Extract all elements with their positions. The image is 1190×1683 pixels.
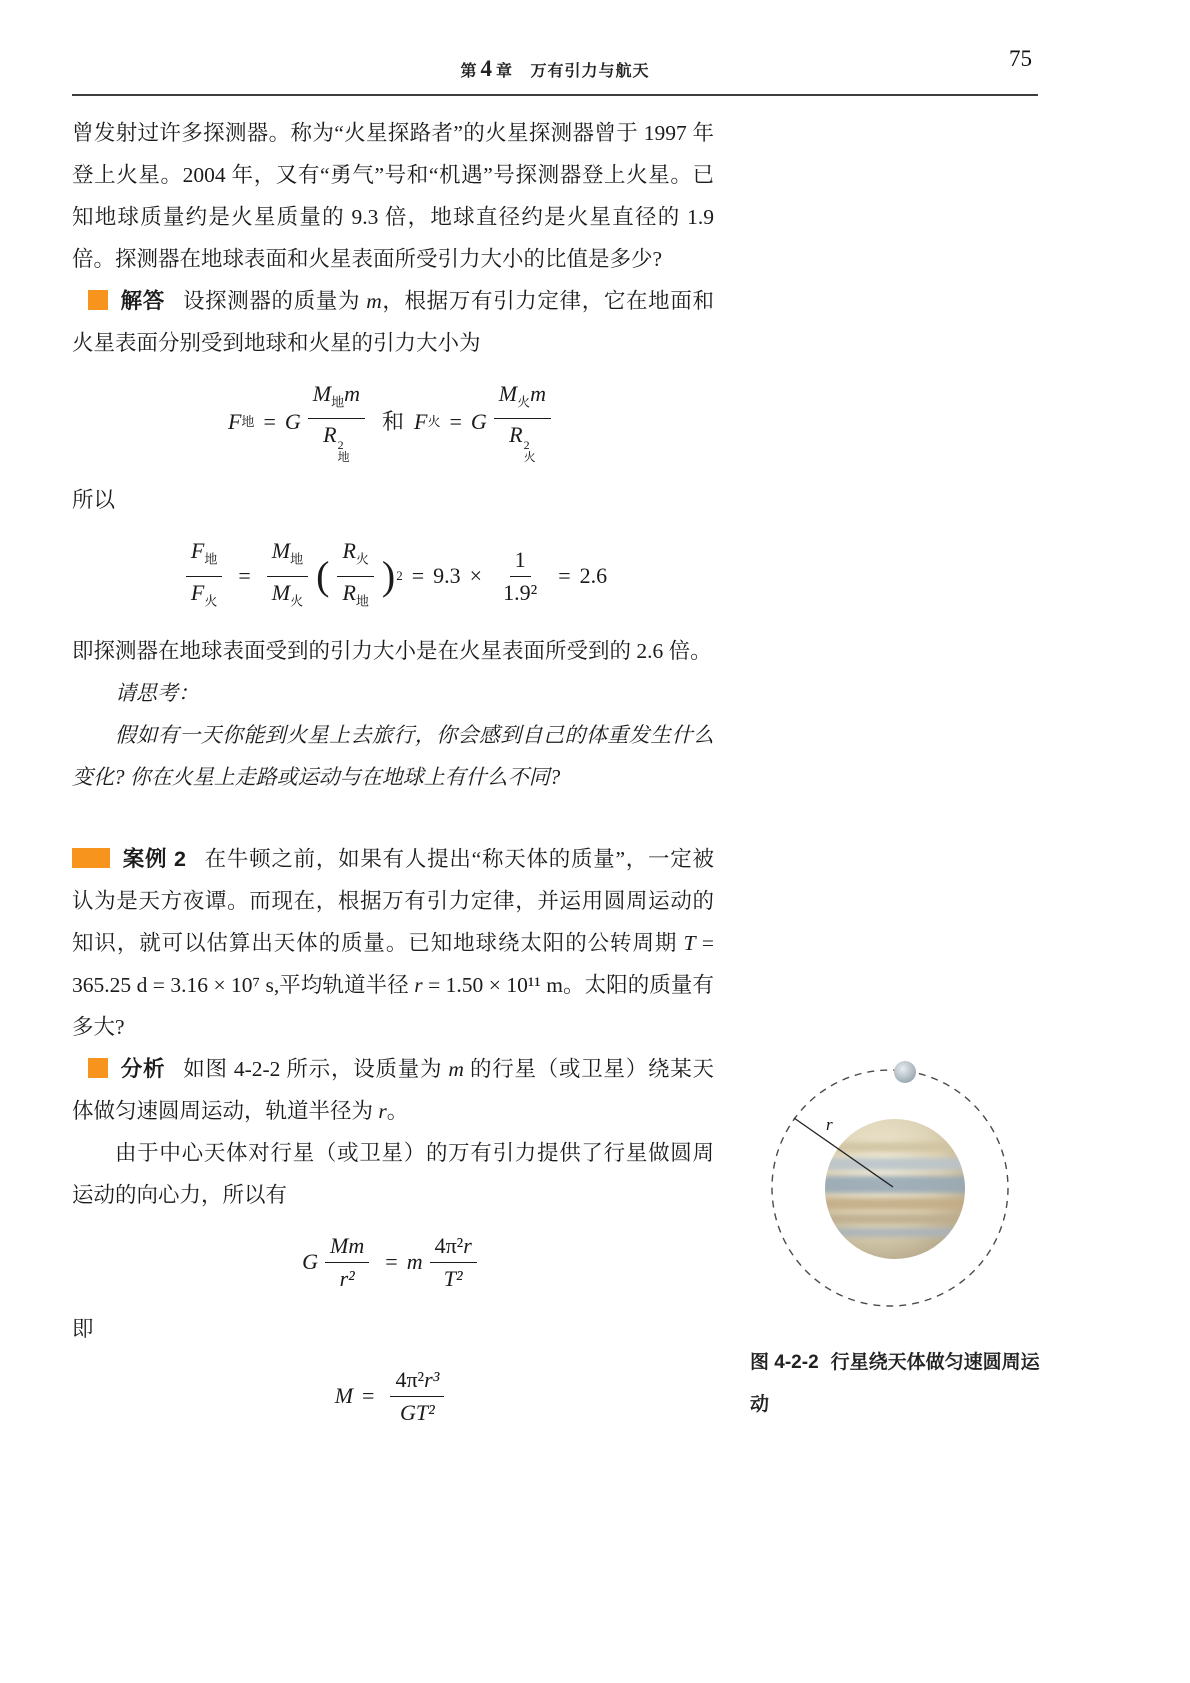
- chapter-label: [460, 56, 514, 81]
- math-var-m: m: [344, 381, 360, 406]
- fraction: [267, 537, 308, 614]
- numerator-4pi2: 4π²: [395, 1367, 425, 1393]
- stacked-scripts: [524, 439, 536, 463]
- math-var-r: r: [463, 1233, 472, 1259]
- math-sub-mars: 火: [517, 394, 531, 410]
- math-sub-earth: 地: [204, 551, 218, 567]
- soyi-line: [72, 479, 714, 521]
- numerator-4pi2: 4π²: [434, 1233, 464, 1259]
- intro-paragraph: [72, 112, 714, 280]
- and-connector: 和: [381, 408, 404, 434]
- case2-text: = 365.25 d = 3.16 × 10⁷ s,平均轨道半径: [72, 931, 714, 998]
- denominator-r2: r²: [339, 1266, 355, 1292]
- equals-sign: =: [558, 563, 571, 589]
- math-var-F: F: [227, 408, 242, 434]
- case2-text: = 1.50 × 10¹¹ m。太阳的质量有多大?: [72, 973, 714, 1040]
- denominator-GT2: GT²: [400, 1400, 435, 1426]
- math-var-F: F: [190, 579, 205, 605]
- math-var-r: r: [414, 973, 423, 998]
- math-sub-mars: 火: [523, 450, 536, 465]
- math-sup-2: 2: [396, 567, 403, 583]
- chapter-number: 4: [480, 56, 494, 81]
- satellite-moon: [894, 1061, 916, 1083]
- orange-square-marker: [88, 290, 108, 310]
- analysis-text: 的行星（或卫星）绕某天体做匀速圆周运动，轨道半径为: [72, 1057, 714, 1124]
- math-var-M: M: [271, 579, 291, 605]
- orange-rect-marker: [72, 848, 110, 868]
- result-2-6: 2.6: [579, 563, 608, 589]
- math-var-m: m: [530, 381, 547, 406]
- think-label-line: [72, 672, 714, 714]
- math-sub-earth: 地: [241, 413, 255, 429]
- math-var-R: R: [342, 538, 356, 564]
- stacked-scripts: [338, 439, 350, 463]
- formula-gravity-forces: [72, 380, 714, 463]
- math-var-m: m: [366, 289, 382, 313]
- equals-sign: =: [362, 1383, 375, 1409]
- equals-sign: =: [238, 563, 251, 589]
- figure-4-2-2: [750, 1056, 1052, 1426]
- because-text: 由于中心天体对行星（或卫星）的万有引力提供了行星做圆周运动的向心力，所以有: [72, 1141, 714, 1208]
- case2-text: 在牛顿之前，如果有人提出“称天体的质量”，一定被认为是天方夜谭。而现在，根据万有引力定律，并运用圆周运动的知识，就可以估算出天体的质量。已知地球绕太阳的公转周期: [72, 847, 714, 956]
- analysis-label: 分析: [120, 1057, 166, 1082]
- math-var-m: m: [448, 1057, 464, 1082]
- math-sub-mars: 火: [290, 593, 304, 609]
- solution-text: 设探测器的质量为: [182, 289, 367, 313]
- math-var-G: G: [470, 408, 487, 434]
- formula-newton-centripetal: [72, 1232, 714, 1292]
- conclusion-text: 即探测器在地球表面受到的引力大小是在火星表面所受到的 2.6 倍。: [72, 639, 712, 664]
- math-var-R: R: [509, 422, 523, 448]
- numerator-one: 1: [510, 546, 531, 577]
- math-var-M: M: [334, 1383, 354, 1409]
- fraction: [390, 1366, 444, 1426]
- ji-line: [72, 1308, 714, 1350]
- orbit-diagram: [750, 1056, 1052, 1321]
- figure-caption-text: 行星绕天体做匀速圆周运动: [750, 1352, 1040, 1415]
- equals-sign: =: [385, 1249, 398, 1275]
- math-sub-earth: 地: [337, 450, 350, 465]
- numerator-Mm: Mm: [325, 1232, 369, 1263]
- equals-sign: =: [411, 563, 425, 589]
- math-var-M: M: [271, 538, 291, 564]
- chapter-label-post: 章: [496, 63, 514, 80]
- value-9-3: 9.3: [433, 563, 461, 589]
- math-var-G: G: [284, 408, 301, 434]
- soyi-text: 所以: [72, 488, 116, 513]
- math-var-r: r: [378, 1099, 387, 1124]
- analysis-text: 如图 4-2-2 所示，设质量为: [183, 1057, 449, 1082]
- left-paren: (: [316, 552, 330, 598]
- radius-label: r: [826, 1115, 833, 1134]
- math-var-F: F: [414, 408, 428, 434]
- formula-force-ratio: [72, 537, 714, 614]
- equals-sign: =: [449, 408, 462, 434]
- denominator-T2: T²: [443, 1266, 463, 1292]
- because-paragraph: [72, 1132, 714, 1216]
- fraction: [430, 1232, 477, 1292]
- math-var-M: M: [312, 381, 332, 406]
- analysis-text: 。: [386, 1099, 409, 1124]
- math-sup-2: 2: [337, 438, 344, 453]
- page-number: 75: [1009, 46, 1032, 71]
- math-var-G: G: [302, 1249, 319, 1275]
- solution-paragraph: [72, 280, 714, 364]
- fraction: [308, 380, 365, 463]
- math-sup-2: 2: [523, 438, 530, 453]
- main-text-column: [72, 112, 714, 1442]
- figure-caption-label: 图 4-2-2: [750, 1352, 819, 1373]
- chapter-heading: [72, 56, 1038, 82]
- equals-sign: =: [263, 408, 276, 434]
- right-paren: ): [381, 552, 396, 598]
- math-var-R: R: [342, 579, 356, 605]
- math-sub-earth: 地: [331, 394, 345, 410]
- case2-paragraph: [72, 838, 714, 1048]
- math-var-m: m: [406, 1249, 423, 1275]
- math-var-R: R: [323, 422, 337, 448]
- math-sub-earth: 地: [290, 551, 304, 567]
- fraction: [498, 546, 542, 606]
- case2-label: 案例 2: [122, 847, 186, 872]
- math-sub-mars: 火: [427, 413, 441, 429]
- think-label: 请思考：: [115, 681, 199, 706]
- times-sign: ×: [469, 563, 483, 589]
- math-sub-mars: 火: [355, 551, 369, 567]
- think-paragraph: [72, 714, 714, 798]
- intro-text: 曾发射过许多探测器。称为“火星探路者”的火星探测器曾于 1997 年登上火星。2004 年，又有“勇气”号和“机遇”号探测器登上火星。已知地球质量约是火星质量的 9.3 倍，地球直径约是火星直径的 1.9 倍。探测器在地球表面和火星表面所受引力大小的比值是多少?: [72, 121, 714, 271]
- math-var-F: F: [190, 538, 205, 564]
- fraction: [337, 537, 373, 614]
- think-text: 假如有一天你能到火星上去旅行，你会感到自己的体重发生什么变化? 你在火星上走路或运动与在地球上有什么不同?: [72, 723, 714, 790]
- fraction: [494, 380, 551, 463]
- figure-caption: [750, 1342, 1052, 1426]
- fraction: [325, 1232, 369, 1292]
- solution-text: ，根据万有引力定律，它在地面和火星表面分别受到地球和火星的引力大小为: [72, 289, 714, 355]
- orange-square-marker: [88, 1058, 108, 1078]
- math-var-T: T: [683, 931, 696, 956]
- conclusion-paragraph: [72, 630, 714, 672]
- formula-mass-result: [72, 1366, 714, 1426]
- ji-text: 即: [72, 1317, 94, 1342]
- math-var-M: M: [498, 381, 518, 406]
- denominator-1-9sq: 1.9²: [503, 579, 538, 605]
- fraction: [186, 537, 222, 614]
- math-var-r3: r³: [424, 1367, 440, 1393]
- math-sub-earth: 地: [355, 593, 369, 609]
- chapter-label-pre: 第: [460, 63, 478, 80]
- math-sub-mars: 火: [204, 593, 218, 609]
- solution-label: 解答: [120, 289, 165, 313]
- page-header: [72, 46, 1038, 96]
- chapter-title: 万有引力与航天: [530, 63, 650, 80]
- analysis-paragraph: [72, 1048, 714, 1132]
